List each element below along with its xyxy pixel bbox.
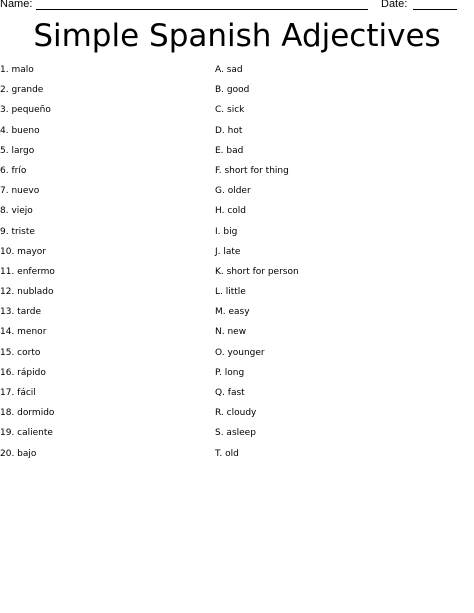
english-meaning-item: G. older xyxy=(215,186,251,197)
english-meaning-item: F. short for thing xyxy=(215,165,289,176)
date-blank-line xyxy=(413,9,457,10)
spanish-word-list xyxy=(0,63,200,467)
spanish-word-item: 14. menor xyxy=(0,327,47,338)
spanish-word-item: 11. enfermo xyxy=(0,266,55,277)
english-meaning-item: C. sick xyxy=(215,105,245,116)
spanish-word-item: 16. rápido xyxy=(0,367,46,378)
spanish-word-item: 10. mayor xyxy=(0,246,46,257)
name-label: Name: xyxy=(0,0,33,10)
english-meaning-list xyxy=(215,63,465,467)
worksheet-header xyxy=(0,0,474,14)
spanish-word-item: 6. frío xyxy=(0,165,27,176)
english-meaning-item: S. asleep xyxy=(215,428,256,439)
english-meaning-item: B. good xyxy=(215,85,250,96)
date-label: Date: xyxy=(381,0,408,10)
spanish-word-item: 12. nublado xyxy=(0,287,54,298)
spanish-word-item: 1. malo xyxy=(0,65,34,75)
spanish-word-item: 19. caliente xyxy=(0,428,53,439)
spanish-word-item: 20. bajo xyxy=(0,448,37,459)
english-meaning-item: I. big xyxy=(215,226,238,237)
english-meaning-item: T. old xyxy=(215,448,239,459)
name-blank-line xyxy=(36,9,368,10)
spanish-word-item: 18. dormido xyxy=(0,408,55,419)
spanish-word-item: 2. grande xyxy=(0,85,44,96)
english-meaning-item: P. long xyxy=(215,367,245,378)
spanish-word-item: 17. fácil xyxy=(0,388,36,398)
spanish-word-item: 15. corto xyxy=(0,347,41,358)
english-meaning-item: L. little xyxy=(215,287,246,298)
english-meaning-item: M. easy xyxy=(215,307,250,318)
english-meaning-item: A. sad xyxy=(215,65,243,75)
spanish-word-item: 7. nuevo xyxy=(0,186,40,197)
spanish-word-item: 9. triste xyxy=(0,226,35,237)
spanish-word-item: 3. pequeño xyxy=(0,105,51,116)
worksheet-title: Simple Spanish Adjectives xyxy=(33,18,441,54)
english-meaning-item: N. new xyxy=(215,327,247,338)
english-meaning-item: D. hot xyxy=(215,125,243,136)
spanish-word-item: 8. viejo xyxy=(0,206,33,217)
english-meaning-item: R. cloudy xyxy=(215,408,257,419)
english-meaning-item: Q. fast xyxy=(215,388,245,398)
english-meaning-item: J. late xyxy=(215,246,241,257)
english-meaning-item: O. younger xyxy=(215,347,265,358)
english-meaning-item: E. bad xyxy=(215,145,244,156)
spanish-word-item: 13. tarde xyxy=(0,307,42,318)
spanish-word-item: 5. largo xyxy=(0,145,35,156)
spanish-word-item: 4. bueno xyxy=(0,125,40,136)
english-meaning-item: K. short for person xyxy=(215,266,299,277)
english-meaning-item: H. cold xyxy=(215,206,246,217)
